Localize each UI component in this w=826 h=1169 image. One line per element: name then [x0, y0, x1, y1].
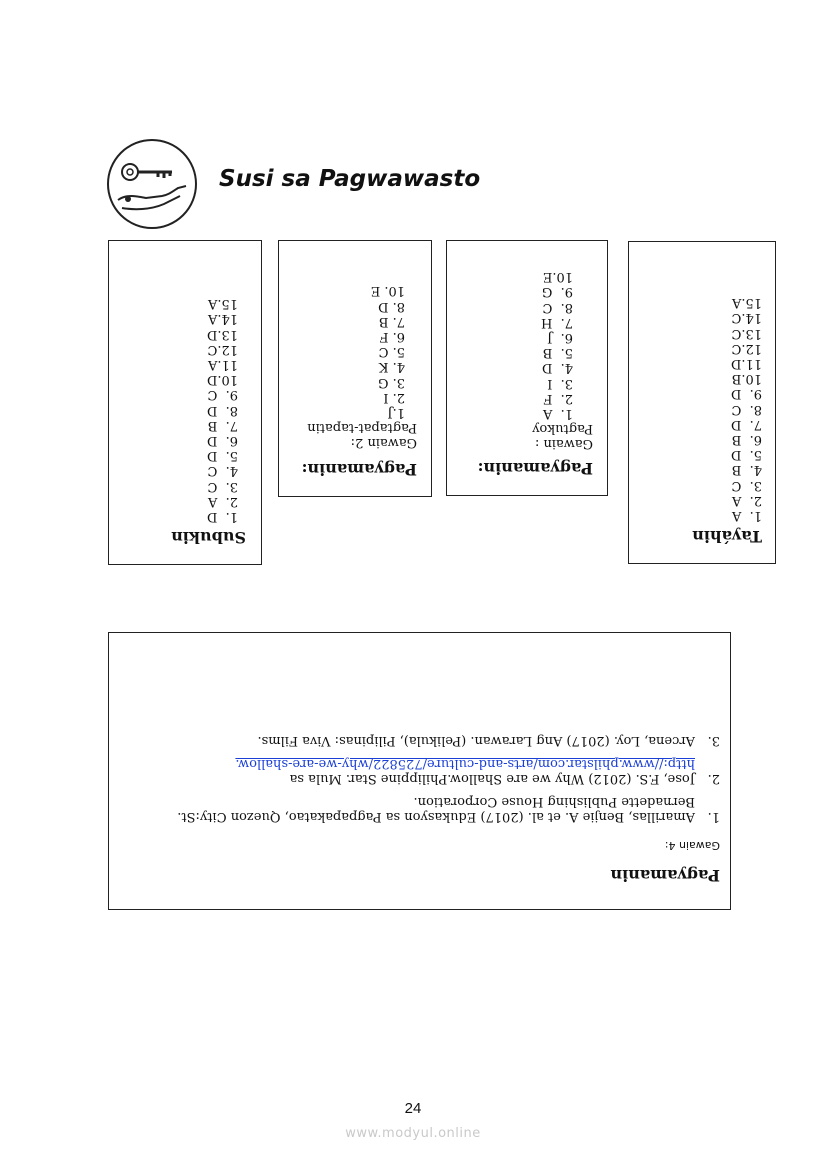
page-title: Susi sa Pagwawasto — [219, 166, 481, 192]
answer-line: 3. C — [207, 478, 238, 494]
page-number: 24 — [404, 1100, 422, 1117]
answer-line: 5. D — [730, 447, 762, 463]
answer-line: 14.A — [207, 311, 238, 327]
answer-line: 4. K — [378, 359, 405, 375]
answer-line: 2. F — [543, 390, 573, 406]
reference-number: 1. — [707, 809, 720, 824]
answer-line: 2. A — [207, 493, 238, 509]
gawain-subtitle: Pagtapat-tapatin — [307, 420, 417, 435]
answer-line: 9. G — [541, 284, 573, 300]
gawain-label: Gawain 2: — [350, 435, 417, 450]
reference-item — [130, 794, 720, 823]
gawain-label: Gawain 4: — [664, 839, 720, 852]
answer-line: 10. E — [370, 283, 405, 299]
answer-line: 7. H — [540, 314, 573, 330]
reference-number: 2. — [707, 770, 720, 786]
answer-line: 8. C — [542, 299, 573, 315]
answer-line: 14.C — [731, 310, 762, 326]
subukin-answers — [109, 296, 238, 524]
watermark: www.modyul.online — [345, 1126, 481, 1141]
answer-line: 5. B — [542, 345, 573, 361]
answer-line: 6. F — [379, 328, 405, 344]
answer-line: 11.D — [730, 355, 762, 371]
pagyamanin-heading: Pagyamanin: — [301, 460, 417, 479]
answer-line: 8. D — [206, 402, 238, 418]
answer-line: 11.A — [207, 356, 238, 372]
reference-body — [130, 756, 695, 785]
tayahin-answers — [629, 295, 762, 523]
gawain-subtitle: Pagtukoy — [532, 421, 593, 436]
reference-text: Arcena, Loy. (2017) Ang Larawan. (Pelikula), Pilipinas: Viva Films. — [257, 732, 695, 748]
answer-line: 4. D — [541, 360, 573, 376]
answer-line: 6. B — [731, 431, 762, 447]
reference-text: Jose, F.S. (2012) Why we are Shallow.Philippine Star. Mula sa — [289, 770, 695, 786]
answer-line: 4. B — [731, 462, 762, 478]
answer-line: 15.A — [731, 295, 762, 311]
pagyamanin-answers — [447, 269, 573, 421]
answer-line: 3. G — [378, 374, 405, 390]
pagyamanin-pagtukoy-box — [446, 240, 608, 496]
answer-line: 7. B — [378, 313, 405, 329]
answer-line: 7. D — [730, 416, 762, 432]
answer-line: 8. C — [731, 401, 762, 417]
answer-line: 13.C — [731, 325, 762, 341]
tayahin-heading: Tayáhin — [692, 527, 762, 546]
answer-line: 5. C — [378, 344, 405, 360]
pagyamanin-heading: Pagyamanin: — [477, 459, 593, 478]
answer-line: 6. D — [206, 432, 238, 448]
answer-line: 1. D — [206, 509, 238, 524]
reference-item — [130, 732, 720, 747]
reference-item — [130, 756, 720, 785]
answer-line: 10.E — [542, 269, 573, 285]
answer-line: 9. D — [730, 386, 762, 402]
answer-line: 3. I — [547, 375, 573, 391]
answer-line: 10.B — [731, 371, 762, 387]
answer-line: 10.D — [206, 372, 238, 388]
reference-text: Amarillas, Benjie A. et al. (2017) Edukasyon sa Pagpapakatao, Quezon City:St. Bernadette Publishing House Corporation. — [177, 794, 695, 824]
answer-line: 15.A — [207, 296, 238, 312]
answer-line: 6. J — [547, 329, 573, 345]
answer-line: 1.J — [387, 405, 405, 420]
tayahin-answer-box — [628, 241, 776, 564]
reference-link[interactable]: http://www.philstar.com/arts-and-culture/725822/why-we-are-shallow. — [235, 756, 695, 772]
answer-line: 2. I — [383, 389, 405, 405]
answer-line: 9. C — [207, 387, 238, 403]
reference-number: 3. — [707, 732, 720, 748]
answer-line: 7. B — [207, 417, 238, 433]
answer-line: 8. D — [378, 298, 405, 314]
answer-line: 1. A — [542, 406, 573, 421]
answer-line: 5. D — [206, 448, 238, 464]
key-in-hand-icon — [106, 138, 198, 230]
answer-line: 2. A — [731, 492, 762, 508]
answer-line: 1. A — [731, 508, 762, 523]
pagyamanin-answers — [279, 283, 405, 420]
references-heading: Pagyamanin — [610, 866, 720, 885]
gawain-label: Gawain : — [534, 436, 593, 451]
answer-line: 13.D — [206, 326, 238, 342]
subukin-answer-box — [108, 240, 262, 565]
pagyamanin-gawain2-box — [278, 240, 432, 497]
references-box — [108, 632, 731, 910]
answer-line: 4. C — [207, 463, 238, 479]
answer-line: 12.C — [207, 341, 238, 357]
subukin-heading: Subukin — [171, 528, 246, 547]
answer-line: 3. C — [731, 477, 762, 493]
answer-line: 12.C — [731, 340, 762, 356]
